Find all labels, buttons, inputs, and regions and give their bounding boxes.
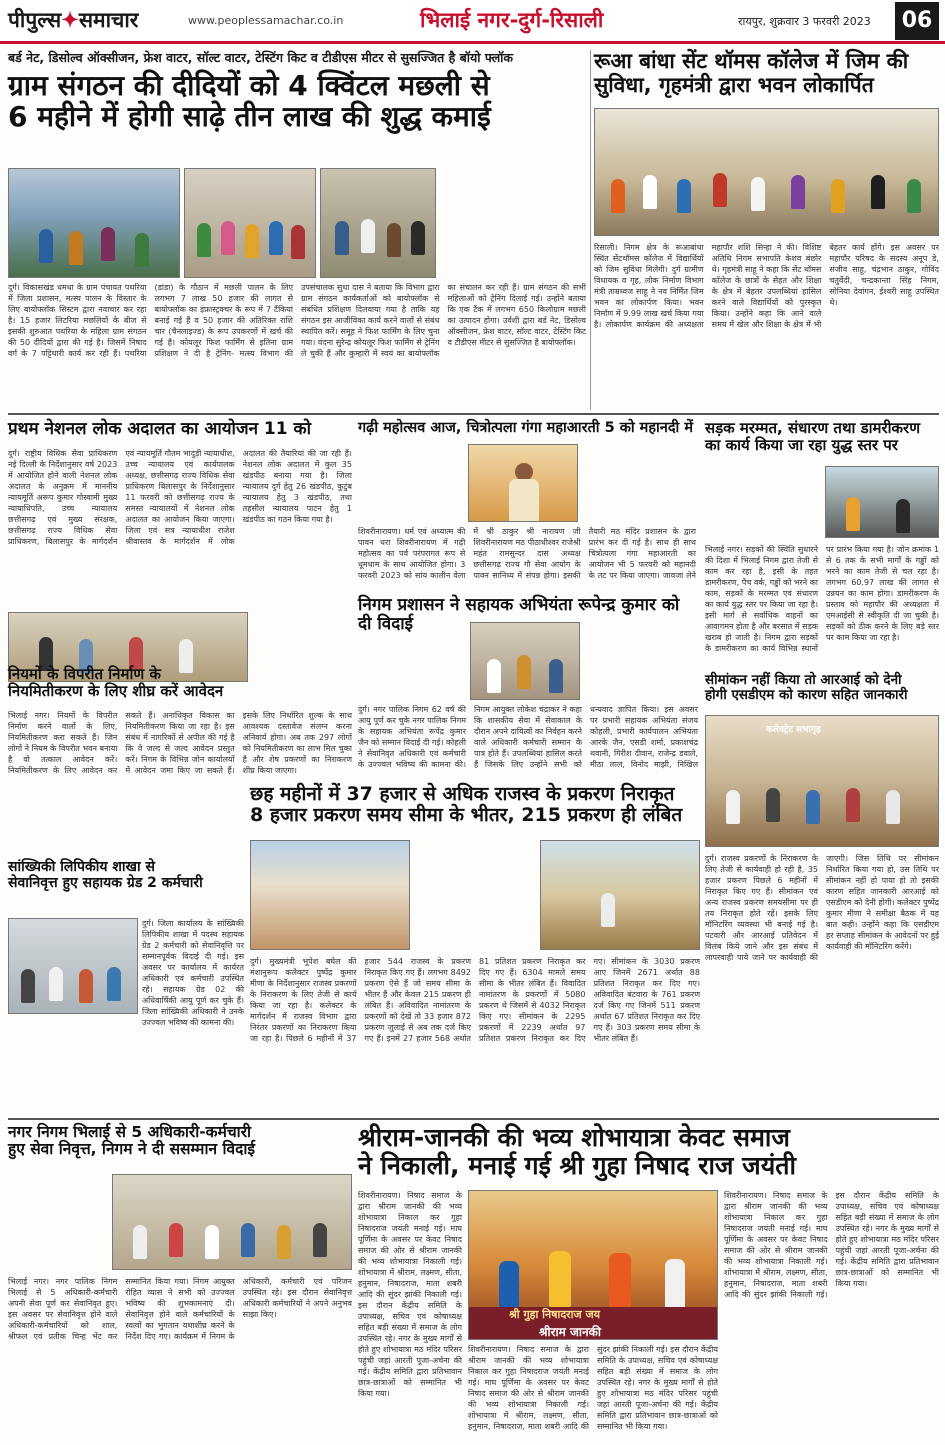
photo-women-group: [184, 168, 316, 278]
horizontal-rule: [8, 413, 939, 415]
fish-headline-line2: 6 महीने में होगी साढ़े तीन लाख की शुद्ध कमाई: [8, 100, 491, 134]
photo-fish-tanks: [8, 168, 180, 278]
section-title: भिलाई नगर-दुर्ग-रिसाली: [420, 8, 604, 32]
rajasv-headline-line2: 8 हजार प्रकरण समय सीमा के भीतर, 215 प्रकरण ही लंबित: [250, 804, 683, 827]
story-sankhyiki: [8, 860, 244, 1030]
nigam5-body: भिलाई नगर। नगर पालिक निगम भिलाई से 5 अधिकारी-कर्मचारी अपनी सेवा पूर्ण कर सेवानिवृत हुए। इस अवसर पर सेवानिवृत्त होने वाले अधिकारी-कर्मचारियों को शाल, श्रीफल एवं प्रतीक चिन्ह भेंट कर सम्मानित किया गया। निगम आयुक्त रोहित व्यास ने सभी को उज्ज्वल भविष्य की शुभकामनाएं दी। सेवानिवृत्त होने वाले कर्मचारियों के स्वत्वों का भुगतान यथाशीघ्र करने के निर्देश दिए गए। कार्यक्रम में निगम के अधिकारी, कर्मचारी एवं परिजन उपस्थित रहे। इस दौरान सेवानिवृत्त अधिकारी कर्मचारियों ने अपने अनुभव साझा किए।: [8, 1277, 352, 1341]
story-shobhayatra: [358, 1124, 939, 1442]
seemankan-body: दुर्ग। राजस्व प्रकरणों के निराकरण के लिए तेजी से कार्यवाही हो रही है, 35 हजार प्रकरण पिछले 6 महीनों में निराकृत किए गए हैं। सीमांकन एवं अन्य राजस्व प्रकरण समयसीमा पर ही तय निराकृत होते रहें। इसके लिए मॉनिटरिंग व्यवस्था भी बनाई गई है। पटवारी और आरआई प्रतिवेदन में विलंब किये जाने और इस संबंध में लापरवाही पाये जाने पर कार्यवाही की जाएगी। जिस तिथि पर सीमांकन निर्धारित किया गया हो, उस तिथि पर सीमांकन नहीं हो पाया हो तो इसकी कारण सहित जानकारी आरआई को एसडीएम को देनी होगी। कलेक्टर पुष्पेंद्र कुमार मीणा ने समीक्षा बैठक में यह बात कही। उन्होंने कहा कि एसडीएम हर सप्ताह सीमांकन के आवेदनों पर हुई कार्यवाही की मॉनिटरिंग करेंगे।: [705, 854, 939, 962]
niyamon-body: भिलाई नगर। नियमों के विपरीत निर्माण करने वालों के लिए, नियमितीकरण करा सकते हैं। जिन लोगों ने नियम के विपरीत भवन बनाया है वो तत्काल आवेदन करें। नियमितीकरण के लिए आवेदन कर सकते हैं। अनाधिकृत विकास का नियमितीकरण किया जा रहा है। इस संबंध में नागरिकों से अपील की गई है कि वे जल्द से जल्द आवेदन प्रस्तुत करें। निगम के विभिन्न जोन कार्यालयों में आवेदन जमा किए जा सकते हैं। इसके लिए निर्धारित शुल्क के साथ आवश्यक दस्तावेज संलग्न करना अनिवार्य होगा। अब तक 297 लोगों को नियमितीकरण का लाभ मिल चुका है और शेष प्रकरणों का निराकरण शीघ्र किया जाएगा।: [8, 711, 352, 775]
banner-line1: श्री गुहा निषादराज जय: [509, 1308, 601, 1321]
masthead-logo: पीपुल्स✦समाचार: [8, 7, 139, 32]
story-road-repair: [705, 420, 939, 665]
sankhyiki-headline-line2: सेवानिवृत्त हुए सहायक ग्रेड 2 कर्मचारी: [8, 874, 203, 891]
gadhi-body: शिवरीनारायण। धर्म एवं अध्यात्म की पावन धरा शिवरीनारायण में गढ़ी महोत्सव का पर्व परंपरागत रूप से धूमधाम के साथ आयोजित होगा। 3 फरवरी 2023 को सांय कालीन वेला में श्री ठाकुर श्री नारायण जी शिवरीनारायण मठ पीठाधीश्वर राजेश्री महंत रामसुन्दर दास अध्यक्ष छत्तीसगढ़ राज्य गौ सेवा आयोग के पावन सानिध्य में संपन्न होगा। इसकी तैयारी मठ मंदिर प्रशासन के द्वारा प्रारंभ कर दी गई है। साथ ही साथ चित्रोत्पला गंगा महाआरती का आयोजन भी 5 फरवरी को महानदी के तट पर किया जाएगा। जावजा लेने: [358, 527, 696, 580]
shobhayatra-body-col2: शिवरीनारायण। निषाद समाज के द्वारा श्रीराम जानकी की भव्य शोभायात्रा निकाल कर गुहा निषादराज जयंती मनाई गई। माघ पूर्णिमा के अवसर पर केवट निषाद समाज की ओर से श्रीराम जानकी की भव्य शोभायात्रा निकाली गई। शोभायात्रा में श्रीराम, लक्ष्मण, सीता, हनुमान, निषादराज, माता शबरी आदि की सुंदर झांकी निकाली गई। इस दौरान केंद्रीय समिति के उपाध्यक्ष, सचिव एवं कोषाध्यक्ष सहित बड़ी संख्या में समाज के लोग उपस्थित रहे। नगर के मुख्य मार्गों से होते हुए शोभायात्रा मठ मंदिर परिसर पहुंची जहां आरती पूजा-अर्चना की गई। केंद्रीय समिति द्वारा प्रतिभावान छात्र-छात्राओं को सम्मानित भी किया गया।: [724, 1191, 939, 1299]
nigam5-headline-line2: हुए सेवा निवृत्त, निगम ने दी ससम्मान विदाई: [8, 1140, 255, 1159]
vidai-body: दुर्ग। नगर पालिक निगम 62 वर्ष की आयु पूर्ण कर चुके नगर पालिक निगम के सहायक अभियंता रूपेंद्र कुमार जैन को सम्मान विदाई दी गई। कोहली ने सेवानिवृत अधिकारी एवं कर्मचारी के उज्ज्वल भविष्य की कामना की। निगम आयुक्त लोकेश चंद्राकर ने कहा कि शासकीय सेवा में सेवाकाल के दौरान अपने दायित्वों का निर्वहन करने वाले अधिकारी कर्मचारी सम्मान के पात्र होते हैं। उपलब्धियां हासिल करते हैं जिसके लिए उन्होंने सभी को धन्यवाद ज्ञापित किया। इस अवसर पर प्रभारी सहायक अभियंता संजय कोहली, प्रभारी कार्यपालन अभियंता आरके जैन, एसडी शर्मा, प्रकाशचंद्र थवानी, गिरीश दीवान, राजेन्द्र डवाले, मीठा लाल, विनोद माझी, निखिल: [358, 705, 698, 769]
page-header: [0, 0, 945, 44]
photo-tehsil-building: [250, 840, 410, 950]
story-rajasv: [250, 784, 700, 1114]
niyamon-headline-line1: नियमों के विपरीत निर्माण के: [8, 665, 161, 683]
fish-kicker: बर्ड नेट, डिसोल्व ऑक्सीजन, फ्रेश वाटर, सॉल्ट वाटर, टेस्टिंग किट व टीडीएस मीटर से सुसज्जित है बॉयो फ्लॉक: [8, 50, 514, 65]
photo-road: [825, 466, 939, 538]
shobhayatra-headline-line1: श्रीराम-जानकी की भव्य शोभायात्रा केवट समाज: [358, 1123, 790, 1152]
story-gadhi-mahotsav: [358, 420, 696, 588]
adalat-headline: प्रथम नेशनल लोक अदालत का आयोजन 11 को: [8, 419, 311, 439]
gym-body: रिसाली। निगम क्षेत्र के रूआबांधा स्थित सेंटथॉमस कॉलेज में विद्यार्थियों को जिम सुविधा मिलेगी। दुर्ग ग्रामीण विधायक व गृह, लोक निर्माण विभाग मंत्री ताम्रध्वज साहू ने नव निर्मित जिम भवन का लोकार्पण किया। भवन निर्माण में 9.99 लाख खर्च किया गया है। लोकार्पण कार्यक्रम की अध्यक्षता महापौर शशि सिन्हा ने की। विशिष्ट अतिथि निगम सभापति केशव बंछोर थे। गृहमंत्री साहू ने कहा कि सेंट थॉमस कॉलेज के छात्रों के सेहत और शिक्षा के क्षेत्र में बेहतर उपलब्धियां हासिल करने वाले विद्यार्थियों को पुरस्कृत किया। उन्होंने कहा कि आने वाले समय में खेल और शिक्षा के क्षेत्र में भी बेहतर कार्य होंगे। इस अवसर पर महापौर परिषद के सदस्य अनूप डे, संजीव साहू, चंद्रभान ठाकुर, गोविंद चतुर्वेदी, चन्द्रकान्ता सिंह निगम, सोनिया देवांगन, ईश्वरी साहू उपस्थित थे।: [594, 243, 939, 329]
page-number: 06: [895, 2, 939, 40]
photo-mahant: [468, 444, 578, 522]
sankhyiki-body: दुर्ग। जिला कार्यालय के सांख्यिकी लिपिकीय शाखा में पदस्थ सहायक ग्रेड 2 कर्मचारी को सेवानिवृत्ति पर सम्मानपूर्वक विदाई दी गई। इस अवसर पर कार्यालय में कार्यरत अधिकारी एवं कर्मचारी उपस्थित रहे। सहायक ग्रेड 02 की अधिवार्षिकी आयु पूर्ण कर चुके हैं। जिला सांख्यिकी अधिकारी ने उनके उज्ज्वल भविष्य की कामना की।: [142, 919, 244, 1027]
photo-gym-inauguration: [594, 108, 939, 236]
rajasv-headline-line1: छह महीनों में 37 हजार से अधिक राजस्व के प्रकरण निराकृत: [250, 783, 675, 805]
shobhayatra-body-col3: शिवरीनारायण। निषाद समाज के द्वारा श्रीराम जानकी की भव्य शोभायात्रा निकाल कर गुहा निषादराज जयंती मनाई गई। माघ पूर्णिमा के अवसर पर केवट निषाद समाज की ओर से श्रीराम जानकी की भव्य शोभायात्रा निकाली गई। शोभायात्रा में श्रीराम, लक्ष्मण, सीता, हनुमान, निषादराज, माता शबरी आदि की सुंदर झांकी निकाली गई। इस दौरान केंद्रीय समिति के उपाध्यक्ष, सचिव एवं कोषाध्यक्ष सहित बड़ी संख्या में समाज के लोग उपस्थित रहे। नगर के मुख्य मार्गों से होते हुए शोभायात्रा मठ मंदिर परिसर पहुंची जहां आरती पूजा-अर्चना की गई। केंद्रीय समिति द्वारा प्रतिभावान छात्र-छात्राओं को सम्मानित भी किया गया।: [468, 1345, 718, 1431]
masthead-part-b: समाचार: [78, 7, 139, 32]
photo-collectorate-meeting: [705, 715, 939, 847]
seemankan-headline-line2: होगी एसडीएम को कारण सहित जानकारी: [705, 687, 908, 704]
gadhi-headline: गढ़ी महोत्सव आज, चित्रोत्पला गंगा महाआरती 5 को महानदी में: [358, 420, 694, 436]
photo-officials: [320, 168, 436, 278]
website-url[interactable]: www.peoplessamachar.co.in: [188, 14, 344, 27]
nigam5-headline-line1: नगर निगम भिलाई से 5 अधिकारी-कर्मचारी: [8, 1123, 252, 1141]
photo-nigam-farewell: [112, 1174, 352, 1270]
seemankan-headline-line1: सीमांकन नहीं किया तो आरआई को देनी: [705, 672, 902, 688]
story-nigam-retirement: [8, 1124, 352, 1442]
story-vidai: [358, 596, 698, 782]
fish-headline-line1: ग्राम संगठन की दीदियों को 4 क्विंटल मछली से: [8, 69, 490, 102]
column-rule: [590, 50, 591, 410]
photo-farewell: [470, 622, 580, 700]
adalat-body: दुर्ग। राष्ट्रीय विधिक सेवा प्राधिकरण नई दिल्ली के निर्देशानुसार वर्ष 2023 में आयोजित होने वाली नेशनल लोक अदालत के अनुक्रम में माननीय न्यायमूर्ति अरूप कुमार गोस्वामी मुख्य न्यायाधिपति, उच्च न्यायालय छत्तीसगढ़ एवं मुख्य संरक्षक, छत्तीसगढ़ राज्य विधिक सेवा प्राधिकरण, बिलासपुर के मार्गदर्शन एवं न्यायमूर्ति गौतम भादुड़ी न्यायाधीश, उच्च न्यायालय एवं कार्यपालक अध्यक्ष, छत्तीसगढ़ राज्य विधिक सेवा प्राधिकरण बिलासपुर के निर्देशानुसार 11 फरवरी को छत्तीसगढ़ राज्य के समस्त न्यायालयों में नेशनल लोक अदालत का आयोजन किया जाएगा। जिला एवं सत्र न्यायाधीश राजेश श्रीवास्तव के मार्गदर्शन में लोक अदालत की तैयारियां की जा रही हैं। नेशनल लोक अदालत में कुल 35 खंडपीठ बनाया गया है। जिला न्यायालय दुर्ग हेतु 26 खंडपीठ, कुटुंब न्यायालय हेतु 3 खंडपीठ, तथा तहसील न्यायालय पाटन हेतु 1 खंडपीठ का गठन किया गया है।: [8, 449, 352, 546]
photo-shobhayatra: [468, 1190, 718, 1340]
road-headline-line1: सड़क मरम्मत, संधारण तथा डामरीकरण: [705, 419, 921, 437]
road-body: भिलाई नगर। सड़कों की स्थिति सुधारने की दिशा में भिलाई निगम द्वारा तेजी से काम कर रहा है, इसी के तहत डामरीकरण, पैच वर्क, गड्ढों को भरने का काम, सड़कों के मरम्मत एवं संधारण का कार्य युद्ध स्तर पर किया जा रहा है। इसी मार्ग से सर्वाधिक वाहनों का आवागमन होता है और बरसात में सड़क खराब हो जाती है। निगम द्वारा सड़कों के डामरीकरण का कार्य विभिन्न स्थानों पर प्रारंभ किया गया है। जोन क्रमांक 1 से 6 तक के सभी मार्गों के गड्ढों को भरने का काम तेजी से चल रहा है। लगभग 60.97 लाख की लागत से उन्नयन का काम होगा। डामरीकरण के प्रस्ताव को महापौर की अध्यक्षता में एमआईसी से स्वीकृति दी जा चुकी है। सड़कों को ठीक करने के लिए बड़े स्तर पर काम किया जा रहा है।: [705, 545, 939, 653]
niyamon-headline-line2: नियमितीकरण के लिए शीघ्र करें आवेदन: [8, 681, 224, 700]
photo-retirement-staff: [8, 918, 138, 1014]
vidai-headline: निगम प्रशासन ने सहायक अभियंता रूपेन्द्र कुमार को दी विदाई: [358, 595, 680, 635]
sankhyiki-headline-line1: सांख्यिकी लिपिकीय शाखा से: [8, 859, 155, 875]
gym-headline-line1: रूआ बांधा सेंट थॉमस कॉलेज में जिम की: [594, 49, 909, 73]
gym-headline-line2: सुविधा, गृहमंत्री द्वारा भवन लोकार्पित: [594, 72, 874, 97]
story-lok-adalat: [8, 420, 352, 660]
horizontal-rule-bottom: [8, 1118, 939, 1120]
rajasv-body: दुर्ग। मुख्यमंत्री भूपेश बघेल की मंशानुरूप कलेक्टर पुष्पेंद्र कुमार मीणा के निर्देशानुसार राजस्व प्रकरणों के निराकरण के लिए तेजी से कार्य किया जा रहा है। कलेक्टर के मार्गदर्शन में राजस्व विभाग द्वारा निरंतर प्रकरणों का निराकरण किया जा रहा है। पिछले 6 महीनों में 37 हजार 544 राजस्व के प्रकरण निराकृत किए गए हैं। लगभग 8492 प्रकरण ऐसे हैं जो समय सीमा के भीतर हैं और केवल 215 प्रकरण ही लंबित हैं। अविवादित नामांतरण के प्रकरणों को देखें तो 33 हजार 872 प्रकरण जुलाई से अब तक दर्ज किए गए हैं। इनमें 27 हजार 568 अर्थात 81 प्रतिशत प्रकरण निराकृत कर दिए गए हैं। 6304 मामले समय सीमा के भीतर लंबित हैं। विवादित नामांतरण के प्रकरणों में 5080 प्रकरण थे जिसमें से 4032 निराकृत किए गए। सीमांकन के 2295 प्रकरणों में 2239 अर्थात 97 प्रतिशत प्रकरण निराकृत कर दिए गए। सीमांकन के 3030 प्रकरण आए जिनमें 2671 अर्थात 88 प्रतिशत निराकृत कर दिए गए। अविवादित बंटवारा के 761 प्रकरण दर्ज किए गए जिनमें 511 प्रकरण अर्थात 67 प्रतिशत निराकृत कर दिए गए हैं। 303 प्रकरण समय सीमा के भीतर लंबित हैं।: [250, 957, 700, 1043]
shobhayatra-headline-line2: ने निकाली, मनाई गई श्री गुहा निषाद राज जयंती: [358, 1151, 796, 1180]
road-headline-line2: का कार्य किया जा रहा युद्ध स्तर पर: [705, 435, 898, 454]
photo-caption: कलेक्ट्रेट सभागृह: [766, 725, 821, 735]
masthead-part-a: पीपुल्स: [8, 7, 62, 32]
photo-field-survey: [540, 840, 700, 950]
story-seemankan: [705, 673, 939, 1118]
banner-line2: श्रीराम जानकी: [539, 1325, 601, 1339]
shobhayatra-body-col1: शिवरीनारायण। निषाद समाज के द्वारा श्रीराम जानकी की भव्य शोभायात्रा निकाल कर गुहा निषादराज जयंती मनाई गई। माघ पूर्णिमा के अवसर पर केवट निषाद समाज की ओर से श्रीराम जानकी की भव्य शोभायात्रा निकाली गई। शोभायात्रा में श्रीराम, लक्ष्मण, सीता, हनुमान, निषादराज, माता शबरी आदि की सुंदर झांकी निकाली गई। इस दौरान केंद्रीय समिति के उपाध्यक्ष, सचिव एवं कोषाध्यक्ष सहित बड़ी संख्या में समाज के लोग उपस्थित रहे। नगर के मुख्य मार्गों से होते हुए शोभायात्रा मठ मंदिर परिसर पहुंची जहां आरती पूजा-अर्चना की गई। केंद्रीय समिति द्वारा प्रतिभावान छात्र-छात्राओं को सम्मानित भी किया गया।: [358, 1191, 462, 1398]
fish-body: दुर्ग। विकासखंड धमधा के ग्राम पंचायत पथरिया में जिला प्रशासन, मत्स्य पालन के विस्तार के लिए बायोफ्लॉक सिस्टम द्वारा नवाचार कर रहा है। 15 हजार लिटरिया मछलियों के बीज से इसकी शुरुआत पथरिया के महिला ग्राम संगठन की 50 दीदियों द्वारा की गई है। जिसमें निषाद वर्ग के 7 पट्टिधारी कार्य कर रही हैं। पथरिया (डांडा) के गौठान में मछली पालन के लिए लगभग 7 लाख 50 हजार की लागत से बायोफ्लॉक का इंफ्रास्ट्रक्चर के रूप में 7 टैंकियां बनाई गई हैं व 50 हजार की अतिरिक्त राशि चार (चैनलाइज्ड) के रूप उपकरणों में खर्च की गई है। कोयलूर फिश फार्मिंग से इतिना ग्राम प्रशिक्षण ने दी है ट्रेनिंग- मत्स्य विभाग की उपसंचालक सुधा दास ने बताया कि विभाग द्वारा ग्राम संगठन कार्यकर्ताओं को बायोफ्लॉक से संबंधित प्रशिक्षण दिलवाया गया है ताकि यह संगठन इस आजीविका कार्य करने वालों से संबंध स्थापित करें। समूह ने फिश फार्मिंग के लिए चुना गया। वंदना सुरेन्द्र कोयलूर फिश फार्मिंग से ट्रेनिंग ले चुकी हैं और कुम्हारी में स्वयं का बायोफ्लॉक का संचालन कर रही हैं। ग्राम संगठन की सभी महिलाओं को ट्रेनिंग दिलाई गई। उन्होंने बताया कि एक टैंक में लगभग 650 किलोग्राम मछली का उत्पादन होगा। उर्वशी द्वारा बर्ड नेट, डिसोल्व ऑक्सीजन, फ्रेश वाटर, सॉल्ट वाटर, टेस्टिंग किट व टीडीएस मीटर से सुसज्जित है बायोफ्लॉक।: [8, 283, 586, 358]
dateline: रायपुर, शुक्रवार 3 फरवरी 2023: [738, 15, 871, 28]
